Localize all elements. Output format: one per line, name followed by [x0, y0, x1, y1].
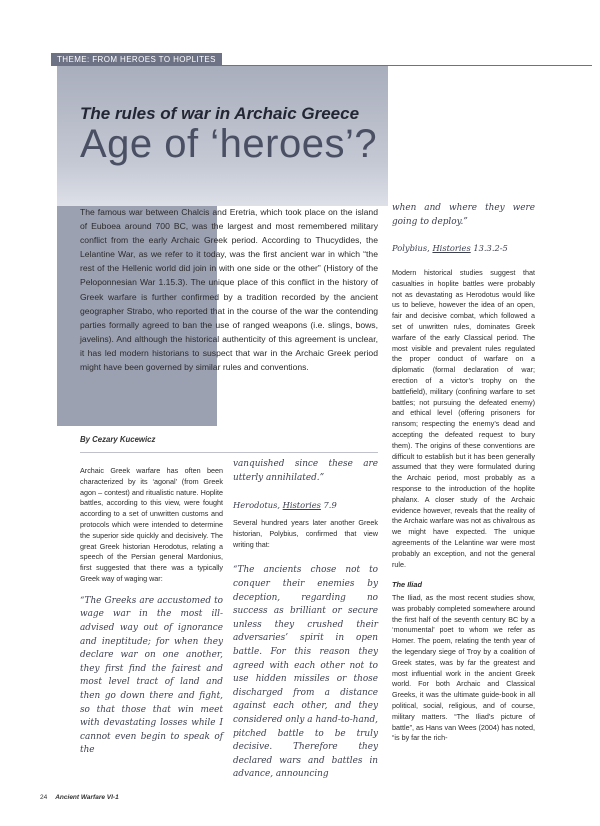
article-subtitle: The rules of war in Archaic Greece	[80, 104, 360, 123]
herodotus-quote: “The Greeks are accustomed to wage war in the most ill-advised way out of ignorance and ineptitude; for when they declare war on one another, they first find the fairest and most level tract of land and then go down there and fight, so that those that win meet with devastating losses while I cannot even begin to speak of the	[80, 595, 223, 756]
polybius-work-link: Histories	[432, 243, 471, 254]
theme-label: THEME: FROM HEROES TO HOPLITES	[51, 53, 222, 66]
column-2	[233, 458, 378, 782]
byline-divider	[80, 452, 378, 453]
theme-divider	[51, 65, 592, 66]
col3-paragraph: Modern historical studies suggest that casualties in hoplite battles were probably not as devastating as Herodotus would like us to believe, however the idea of an open, fair and decisive combat, which followed a set of unwritten rules, dominates Greek warfare of the early Classical period. The most visible and prevalent rules regulated the proper conduct of warfare on a diplomatic (formal declaration of war; erection of a victor’s trophy on the battlefield), military (confining warfare to set battles; not pursuing the defeated enemy) and ethical level (offering prisoners for ransom; respecting the enemy’s dead and accepting the defeated request to bury them). The origins of these conventions are difficult to establish but it has been generally assumed that they were formulated during the Archaic period, most probably as a response to the introduction of the hoplite phalanx. A closer study of the Archaic evidence however, reveals that the reality of the Archaic warfare was not as chivalrous as we might have expected. The unique agreements of the Lelantine war were most probably an exception, and not the general rule.	[392, 267, 535, 569]
col2-paragraph: Several hundred years later another Greek historian, Polybius, confirmed that view writing that:	[233, 517, 378, 549]
herodotus-citation: Herodotus, Histories 7.9	[233, 500, 337, 511]
polybius-quote-end: when and where they were going to deploy.”	[392, 203, 535, 227]
byline: By Cezary Kucewicz	[80, 435, 156, 444]
column-3	[392, 202, 535, 744]
intro-paragraph: The famous war between Chalcis and Eretria, which took place on the island of Euboea around 700 BC, was the largest and most remembered military conflict from the early Archaic Greek period. According to Thucydides, the Lelantine War, as we refer to it today, was the first ancient war in which “the rest of the Hellenic world did join in with one side or the other” (History of the Peloponnesian War 1.15.3). The unique place of this conflict in the history of Greek warfare is further confirmed by a tradition recorded by the ancient geographer Strabo, who reported that in the course of the war the contending parties formally agreed to ban the use of ranged weapons (i.e. slings, bows, javelins). And although the historical authenticity of this agreement is unclear, it has led modern historians to suspect that war in the Archaic Greek period might have been governed by similar rules and conventions.	[80, 207, 378, 373]
article-title: Age of ‘heroes’?	[80, 122, 378, 166]
column-1	[80, 466, 223, 758]
page-footer	[40, 794, 119, 801]
polybius-quote: “The ancients chose not to conquer their enemies by deception, regarding no success as brilliant or secure unless they crushed their adversaries’ spirit in open battle. For this reason they agreed with each other not to use hidden missiles or those discharged from a distance against each other, and they considered only a hand-to-hand, pitched battle to be truly decisive. Therefore they declared wars and battles in advance, announcing	[233, 565, 378, 780]
iliad-paragraph: The Iliad, as the most recent studies show, was probably completed somewhere around the first half of the seventh century BC by a ‘monumental’ poet to whom we refer as Homer. The poem, relating the tenth year of the legendary siege of Troy by a coalition of Greek states, was by far the greatest and most influential work in the ancient Greek world. For both Archaic and Classical Greeks, it was the ultimate guide-book in all political, social, religious, and of course, military matters. “The Iliad’s picture of battle”, as Hans van Wees (2004) has noted, “is by far the rich-	[392, 593, 535, 743]
background-white-corner	[388, 66, 592, 206]
journal-name: Ancient Warfare VI-1	[55, 794, 119, 801]
herodotus-quote-end: vanquished since these are utterly annihilated.”	[233, 459, 378, 483]
col1-paragraph: Archaic Greek warfare has often been characterized by its ‘agonal’ (from Greek agon – contest) and ritualistic nature. Hoplite battles, according to this view, were fought according to a set of unwritten customs and protocols which were intended to determine the superior side quickly and decisively. The great Greek historian Herodotus, relating a speech of the Persian general Mardonius, first suggested that there was a typically Greek way of waging war:	[80, 466, 223, 583]
iliad-heading: The Iliad	[392, 580, 422, 590]
polybius-citation: Polybius, Histories 13.3.2-5	[392, 243, 508, 254]
herodotus-work-link: Histories	[282, 500, 321, 511]
page-number: 24	[40, 794, 48, 801]
